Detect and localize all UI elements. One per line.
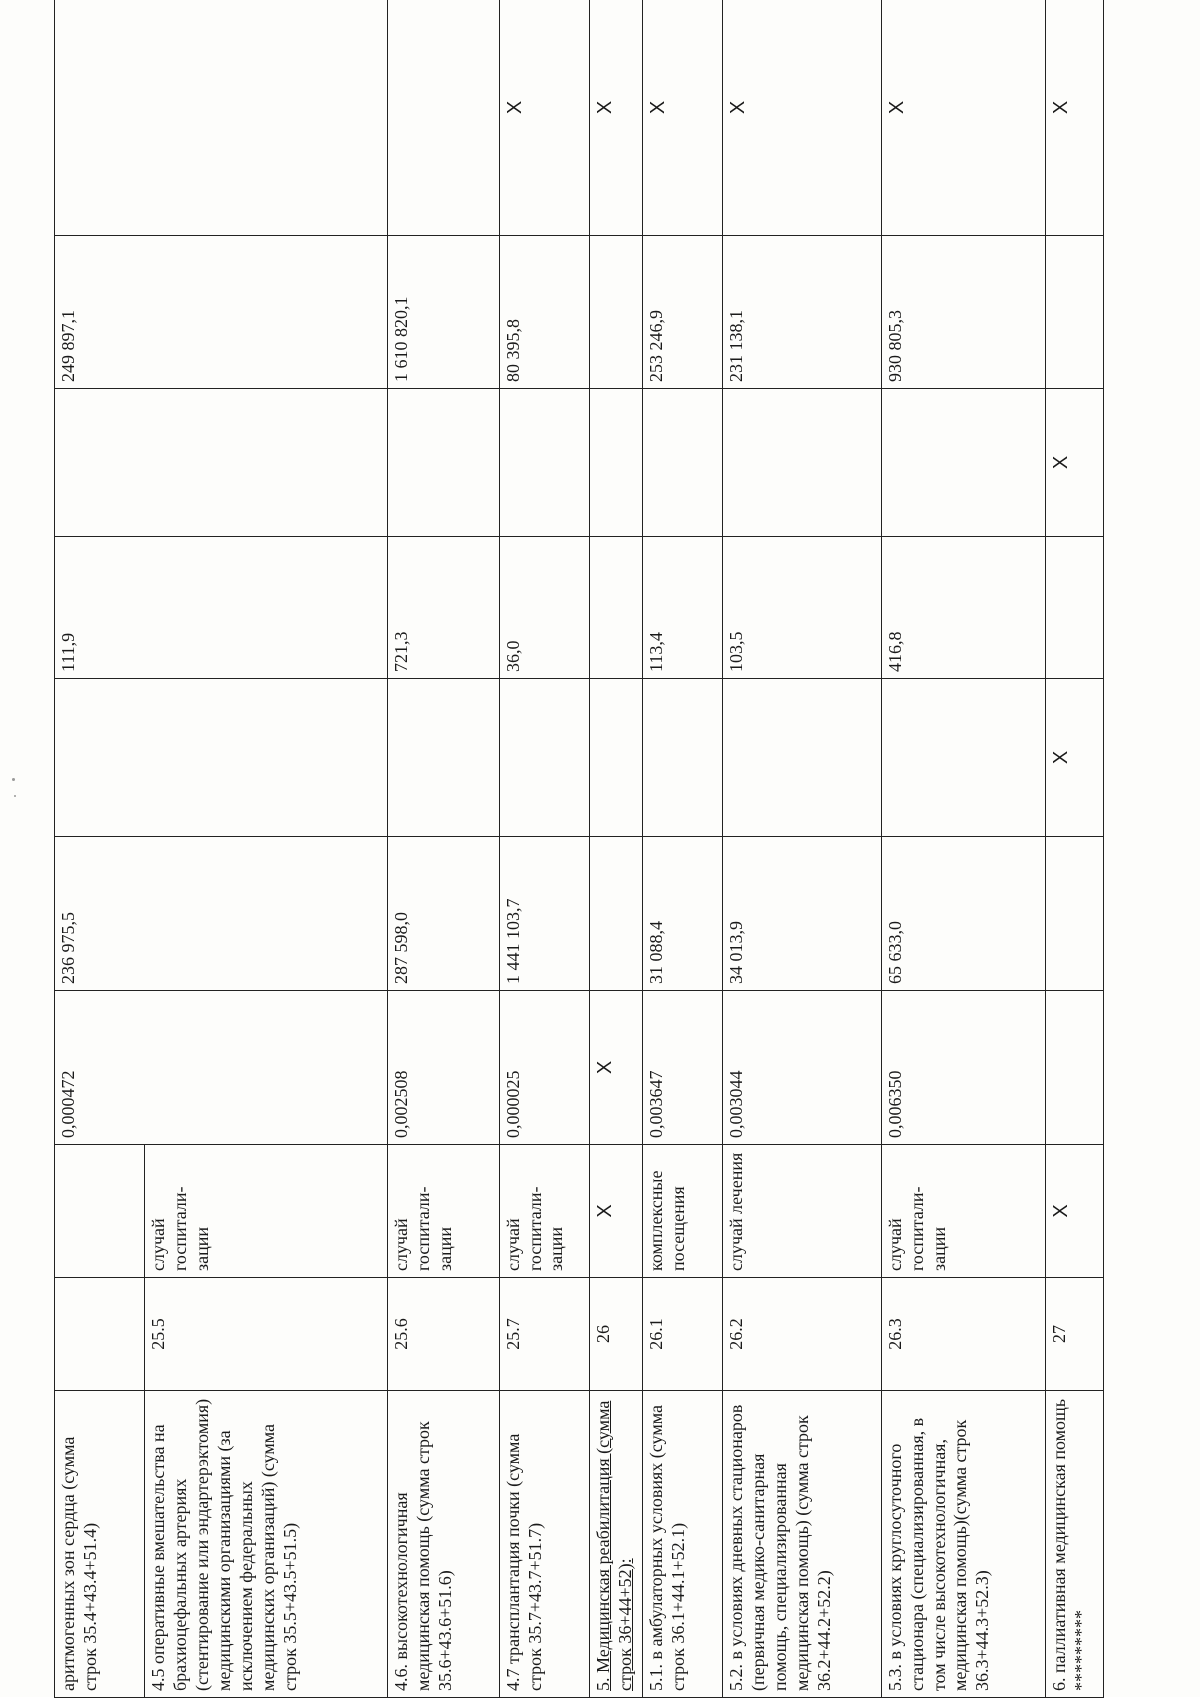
row-value-col10: X <box>881 0 1045 236</box>
row-number: 27 <box>1045 1278 1103 1391</box>
row-value-col5: 1 441 103,7 <box>499 837 589 991</box>
row-value-col4: X <box>589 991 643 1145</box>
row-value-col6: X <box>1045 679 1103 837</box>
row-value-col4: 0,000472 <box>55 991 388 1145</box>
row-value-col8 <box>643 389 722 537</box>
row-name: 4.6. высокотехнологичная медицинская помощь (сумма строк 35.6+43.6+51.6) <box>388 1391 499 1698</box>
row-value-col7 <box>589 537 643 679</box>
row-value-col9 <box>589 236 643 389</box>
row-value-col10: X <box>722 0 881 236</box>
row-value-col7: 111,9 <box>55 537 388 679</box>
row-name: 4.5 оперативные вмешательства на брахиоцефальных артериях (стентирование или эндартерэктомия) медицинскими организациями (за исключением федеральных медицинских организаций) (сумма строк 35.5+43.5+51.5) <box>144 1391 387 1698</box>
row-value-col4: 0,003044 <box>722 991 881 1145</box>
table-body <box>55 0 1104 1698</box>
row-value-col8 <box>722 389 881 537</box>
row-number: 26.2 <box>722 1278 881 1391</box>
row-value-col9: 930 805,3 <box>881 236 1045 389</box>
row-value-col5: 287 598,0 <box>388 837 499 991</box>
row-value-col9: 249 897,1 <box>55 236 388 389</box>
row-name: 5.2. в условиях дневных стационаров (первичная медико-санитарная помощь, специализированная медицинская помощь) (сумма строк 36.2+44.2+52.2) <box>722 1391 881 1698</box>
row-value-col4: 0,002508 <box>388 991 499 1145</box>
row-value-col5: 31 088,4 <box>643 837 722 991</box>
row-number <box>55 1278 145 1391</box>
row-value-col5: 236 975,5 <box>55 837 388 991</box>
row-value-col10: X <box>1045 0 1103 236</box>
row-name <box>589 1391 643 1698</box>
scan-speck <box>14 795 16 797</box>
row-unit: случай госпитали-зации <box>144 1145 387 1278</box>
row-name-text: 5. Медицинская реабилитация (сумма строк 36+44+52): <box>592 1400 635 1691</box>
row-value-col10 <box>55 0 388 236</box>
row-number: 26 <box>589 1278 643 1391</box>
row-value-col8 <box>881 389 1045 537</box>
row-value-col4: 0,006350 <box>881 991 1045 1145</box>
row-name: 4.7 трансплантация почки (сумма строк 35.7+43.7+51.7) <box>499 1391 589 1698</box>
row-value-col6 <box>55 679 388 837</box>
row-value-col4: 0,000025 <box>499 991 589 1145</box>
row-value-col6 <box>722 679 881 837</box>
row-value-col5: 65 633,0 <box>881 837 1045 991</box>
row-value-col8 <box>55 389 388 537</box>
table-row <box>55 0 145 1698</box>
row-value-col8: X <box>1045 389 1103 537</box>
row-value-col6 <box>499 679 589 837</box>
row-unit: X <box>1045 1145 1103 1278</box>
row-value-col7: 113,4 <box>643 537 722 679</box>
row-value-col4: 0,003647 <box>643 991 722 1145</box>
row-value-col10: X <box>643 0 722 236</box>
row-value-col8 <box>589 389 643 537</box>
row-value-col7: 721,3 <box>388 537 499 679</box>
row-value-col9: 80 395,8 <box>499 236 589 389</box>
table-row <box>643 0 722 1698</box>
table-row <box>1045 0 1103 1698</box>
table-row <box>881 0 1045 1698</box>
row-number: 25.7 <box>499 1278 589 1391</box>
row-value-col9: 231 138,1 <box>722 236 881 389</box>
row-name: 6. паллиативная медицинская помощь ********* <box>1045 1391 1103 1698</box>
financing-table <box>54 0 1104 1698</box>
rotated-table-stage <box>54 38 1104 1698</box>
row-value-col6 <box>881 679 1045 837</box>
row-value-col8 <box>499 389 589 537</box>
row-number: 25.5 <box>144 1278 387 1391</box>
row-value-col7: 36,0 <box>499 537 589 679</box>
row-value-col5 <box>1045 837 1103 991</box>
row-number: 25.6 <box>388 1278 499 1391</box>
row-value-col6 <box>589 679 643 837</box>
row-value-col4 <box>1045 991 1103 1145</box>
table-row <box>388 0 499 1698</box>
row-value-col10 <box>388 0 499 236</box>
row-value-col10: X <box>589 0 643 236</box>
row-value-col9 <box>1045 236 1103 389</box>
row-unit: случай лечения <box>722 1145 881 1278</box>
row-value-col6 <box>388 679 499 837</box>
row-name: 5.3. в условиях круглосуточного стационара (специализированная, в том числе высокотехнологичная, медицинская помощь)(сумма строк 36.3+44.3+52.3) <box>881 1391 1045 1698</box>
row-name: аритмогенных зон сердца (сумма строк 35.4+43.4+51.4) <box>55 1391 145 1698</box>
table-row <box>499 0 589 1698</box>
row-unit <box>55 1145 145 1278</box>
row-number: 26.3 <box>881 1278 1045 1391</box>
row-unit: случай госпитали-зации <box>499 1145 589 1278</box>
row-value-col5 <box>589 837 643 991</box>
row-value-col7 <box>1045 537 1103 679</box>
row-value-col6 <box>643 679 722 837</box>
row-name: 5.1. в амбулаторных условиях (сумма строк 36.1+44.1+52.1) <box>643 1391 722 1698</box>
row-value-col5: 34 013,9 <box>722 837 881 991</box>
row-value-col7: 416,8 <box>881 537 1045 679</box>
table-row <box>589 0 643 1698</box>
row-unit: X <box>589 1145 643 1278</box>
row-value-col9: 253 246,9 <box>643 236 722 389</box>
row-unit: случай госпитали-зации <box>388 1145 499 1278</box>
row-unit: случай госпитали-зации <box>881 1145 1045 1278</box>
row-value-col9: 1 610 820,1 <box>388 236 499 389</box>
row-value-col10: X <box>499 0 589 236</box>
row-value-col8 <box>388 389 499 537</box>
scan-speck <box>12 778 15 781</box>
row-unit: комплексные посещения <box>643 1145 722 1278</box>
row-number: 26.1 <box>643 1278 722 1391</box>
table-row <box>722 0 881 1698</box>
row-value-col7: 103,5 <box>722 537 881 679</box>
